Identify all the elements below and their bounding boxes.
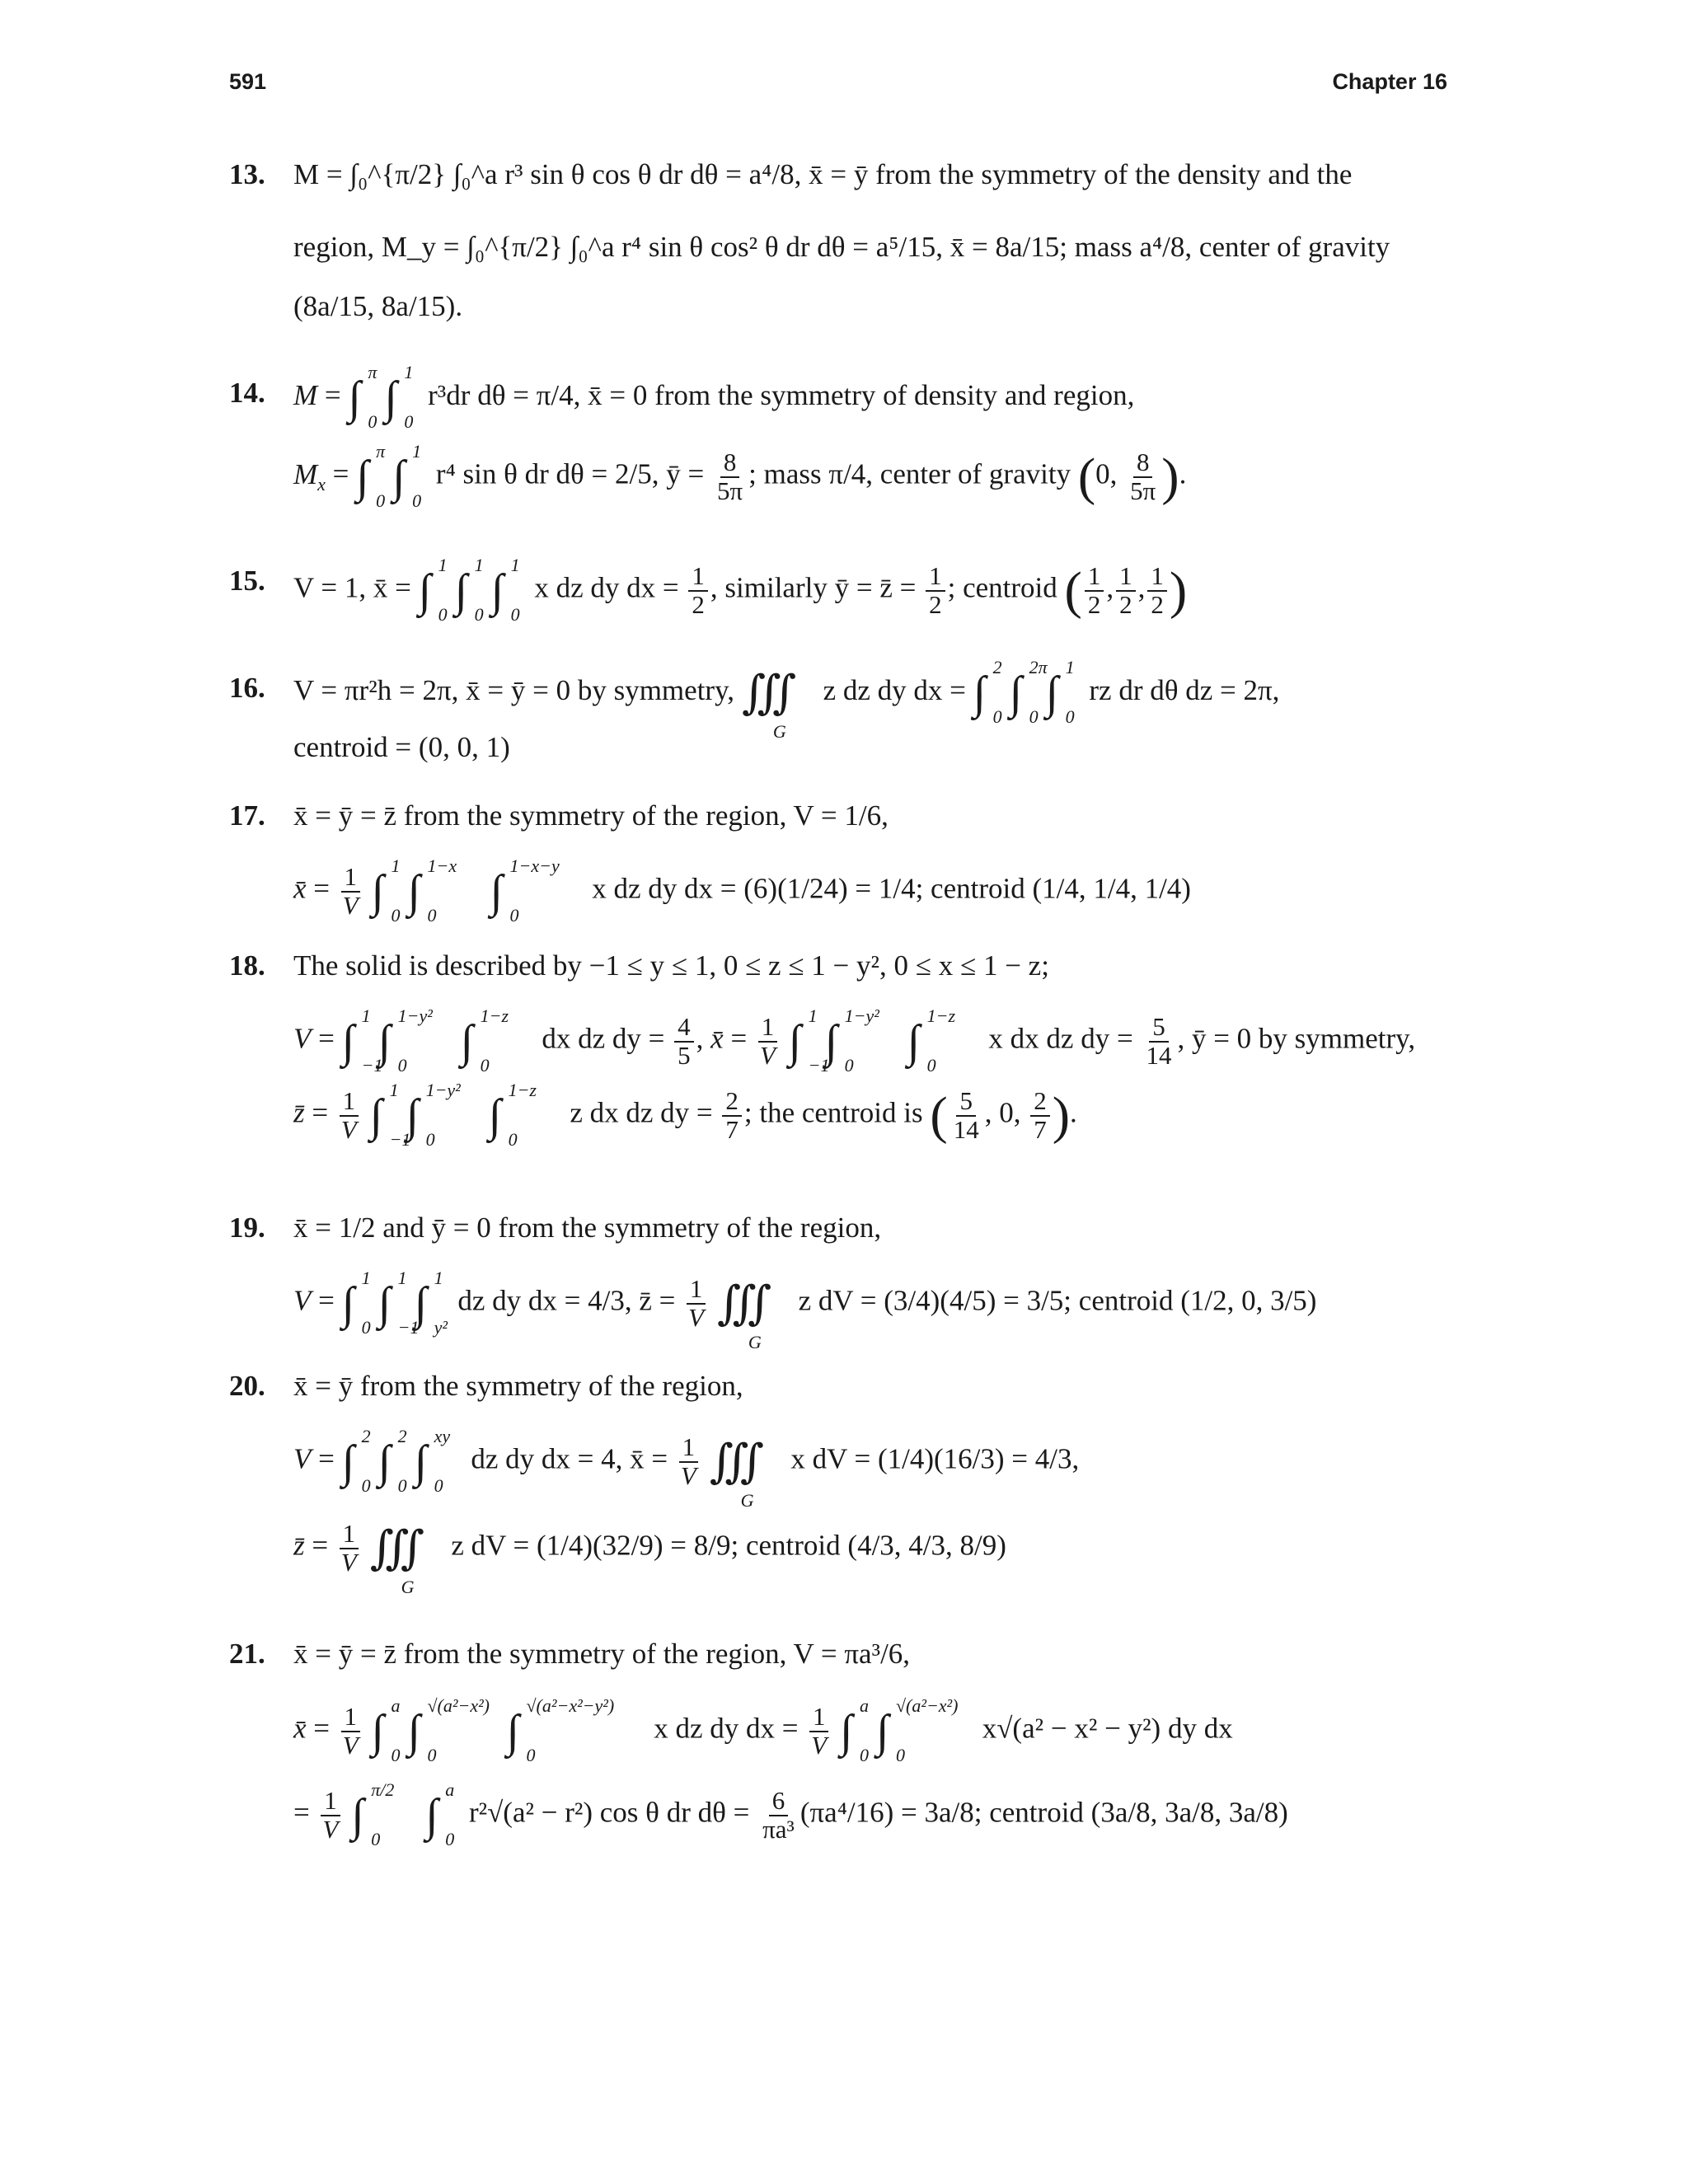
solution-text: ; the centroid is	[743, 1096, 923, 1129]
problem-number: 15.	[229, 565, 265, 597]
problem-number: 19.	[229, 1212, 265, 1244]
solution-line: x̄ = 1/2 and ȳ = 0 from the symmetry of the region,	[293, 1212, 882, 1244]
page-number: 591	[229, 69, 267, 94]
solution-line: (8a/15, 8a/15).	[293, 290, 463, 322]
solution-text: , similarly ȳ = z̄ =	[710, 571, 917, 604]
problem-number: 13.	[229, 158, 265, 190]
solution-line: x̄ = $\frac{1}{V}$ ∫ 1 0 ∫ 1−x 0 ∫ 1−x−y 0 x dz dy dx = (6)(1/24) = 1/4; centroid (1/4, 1/4, 1/4)	[293, 855, 1191, 926]
solution-line: V = πr²h = 2π, x̄ = ȳ = 0 by symmetry, ∭ G z dz dy dx = ∫ 2 0 ∫ 2π 0 ∫ 1 0 rz dr dθ dz = 2π,	[293, 657, 1280, 742]
solution-line: = $\frac{1}{V}$ ∫ π/2 0 ∫ a 0 r²√(a² − r²) cos θ dr dθ = $\frac{6}{\text{πa³}}$ (πa⁴/16) = 3a/8; centroid (3a/8, 3a/8, 3a/8)	[293, 1779, 1288, 1849]
solution-line: region, M_y = ∫₀^{π/2} ∫₀^a r⁴ sin θ cos² θ dr dθ = a⁵/15, x̄ = 8a/15; mass a⁴/8, center of gravity	[293, 231, 1390, 263]
solution-line: $M_x$ = ∫ π 0 ∫ 1 0 r⁴ sin θ dr dθ = 2/5, ȳ = $\frac{8}{5\pi}$ ; mass π/4, center of gravity (0, $\frac{8}{5\pi}$ ).	[293, 440, 1187, 511]
solution-line: V = ∫ 1 −1 ∫ 1−y² 0 ∫ 1−z 0 dx dz dy = $\frac{4}{5}$ , x̄ = $\frac{1}{V}$ ∫ 1 −1 ∫ 1−y² 0 ∫ 1−z 0 x dx dz dy = $\frac{5}{14}$ , ȳ = 0 by symmetry,	[293, 1005, 1416, 1076]
solution-text: rz dr dθ dz = 2π,	[1089, 674, 1280, 707]
problem-number: 21.	[229, 1638, 265, 1670]
solution-line: x̄ = $\frac{1}{V}$ ∫ a 0 ∫ √(a²−x²) 0 ∫ √(a²−x²−y²) 0 x dz dy dx = $\frac{1}{V}$ ∫ a 0 ∫ √(a²−x²) 0 x√(a² − x² − y²) dy dx	[293, 1694, 1233, 1765]
solution-line: V = 1, x̄ = ∫ 1 0 ∫ 1 0 ∫ 1 0 x dz dy dx = $\frac{1}{2}$ , similarly ȳ = z̄ = $\frac{1}{2}$ ; centroid ( $\frac{1}{2}$ , $\frac{1}{2}$ , $\frac{1}{2}$ )	[293, 554, 1188, 625]
solution-text: r³dr dθ = π/4, x̄ = 0 from the symmetry of density and region,	[428, 379, 1135, 412]
solution-line: centroid = (0, 0, 1)	[293, 731, 510, 763]
solution-line: V = ∫ 1 0 ∫ 1 −1 ∫ 1 y² dz dy dx = 4/3, z̄ = $\frac{1}{V}$ ∭ G z dV = (3/4)(4/5) = 3/5; centroid (1/2, 0, 3/5)	[293, 1267, 1317, 1352]
problem-number: 20.	[229, 1370, 265, 1402]
chapter-title: Chapter 16	[1332, 69, 1447, 94]
solution-line: M = ∫ π 0 ∫ 1 0 r³dr dθ = π/4, x̄ = 0 from the symmetry of density and region,	[293, 362, 1135, 432]
solution-text: ; centroid	[947, 571, 1057, 604]
solution-line: z̄ = $\frac{1}{V}$ ∫ 1 −1 ∫ 1−y² 0 ∫ 1−z 0 z dx dz dy = $\frac{2}{7}$ ; the centroid is ( $\frac{5}{14}$ , 0, $\frac{2}{7}$ ).	[293, 1079, 1077, 1150]
solution-line: x̄ = ȳ from the symmetry of the region,	[293, 1370, 743, 1402]
solution-text: (πa⁴/16) = 3a/8; centroid (3a/8, 3a/8, 3a/8)	[799, 1796, 1288, 1829]
solution-line: M = ∫₀^{π/2} ∫₀^a r³ sin θ cos θ dr dθ = a⁴/8, x̄ = ȳ from the symmetry of the density and the	[293, 158, 1353, 190]
problem-number: 16.	[229, 672, 265, 704]
solution-text: x dz dy dx =	[534, 571, 679, 604]
solution-line: x̄ = ȳ = z̄ from the symmetry of the region, V = 1/6,	[293, 799, 889, 832]
solution-text: z dV = (3/4)(4/5) = 3/5; centroid (1/2, 0, 3/5)	[798, 1284, 1317, 1317]
solution-text: z dx dz dy =	[570, 1096, 713, 1129]
solution-line: z̄ = $\frac{1}{V}$ ∭ G z dV = (1/4)(32/9) = 8/9; centroid (4/3, 4/3, 8/9)	[293, 1519, 1006, 1597]
solution-line: x̄ = ȳ = z̄ from the symmetry of the region, V = πa³/6,	[293, 1638, 911, 1670]
solution-line: V = ∫ 2 0 ∫ 2 0 ∫ xy 0 dz dy dx = 4, x̄ = $\frac{1}{V}$ ∭ G x dV = (1/4)(16/3) = 4/3,	[293, 1425, 1080, 1511]
solution-text: dz dy dx = 4, x̄ =	[471, 1442, 668, 1475]
solution-text: V = 1, x̄ =	[293, 571, 411, 604]
solution-text: x dz dy dx = (6)(1/24) = 1/4; centroid (1/4, 1/4, 1/4)	[592, 872, 1191, 905]
solution-text: ; mass π/4, center of gravity	[748, 457, 1071, 490]
solution-text: x dV = (1/4)(16/3) = 4/3,	[790, 1442, 1080, 1475]
solution-line: The solid is described by −1 ≤ y ≤ 1, 0 ≤ z ≤ 1 − y², 0 ≤ x ≤ 1 − z;	[293, 949, 1049, 982]
solution-text: dz dy dx = 4/3, z̄ =	[457, 1284, 676, 1317]
solution-text: dx dz dy =	[542, 1022, 665, 1055]
solution-text: z dV = (1/4)(32/9) = 8/9; centroid (4/3, 4/3, 8/9)	[451, 1529, 1006, 1562]
solution-text: x√(a² − x² − y²) dy dx	[982, 1712, 1233, 1745]
solution-text: r⁴ sin θ dr dθ = 2/5, ȳ =	[435, 457, 705, 490]
solution-text: z dz dy dx =	[823, 674, 966, 707]
problem-number: 18.	[229, 949, 265, 982]
solution-text: r²√(a² − r²) cos θ dr dθ =	[468, 1796, 750, 1829]
solution-text: x dz dy dx =	[654, 1712, 799, 1745]
problem-number: 17.	[229, 799, 265, 832]
solution-text: V = πr²h = 2π, x̄ = ȳ = 0 by symmetry,	[293, 674, 735, 707]
solution-text: , ȳ = 0 by symmetry,	[1177, 1022, 1416, 1055]
problem-number: 14.	[229, 377, 265, 409]
solution-text: x dx dz dy =	[988, 1022, 1133, 1055]
